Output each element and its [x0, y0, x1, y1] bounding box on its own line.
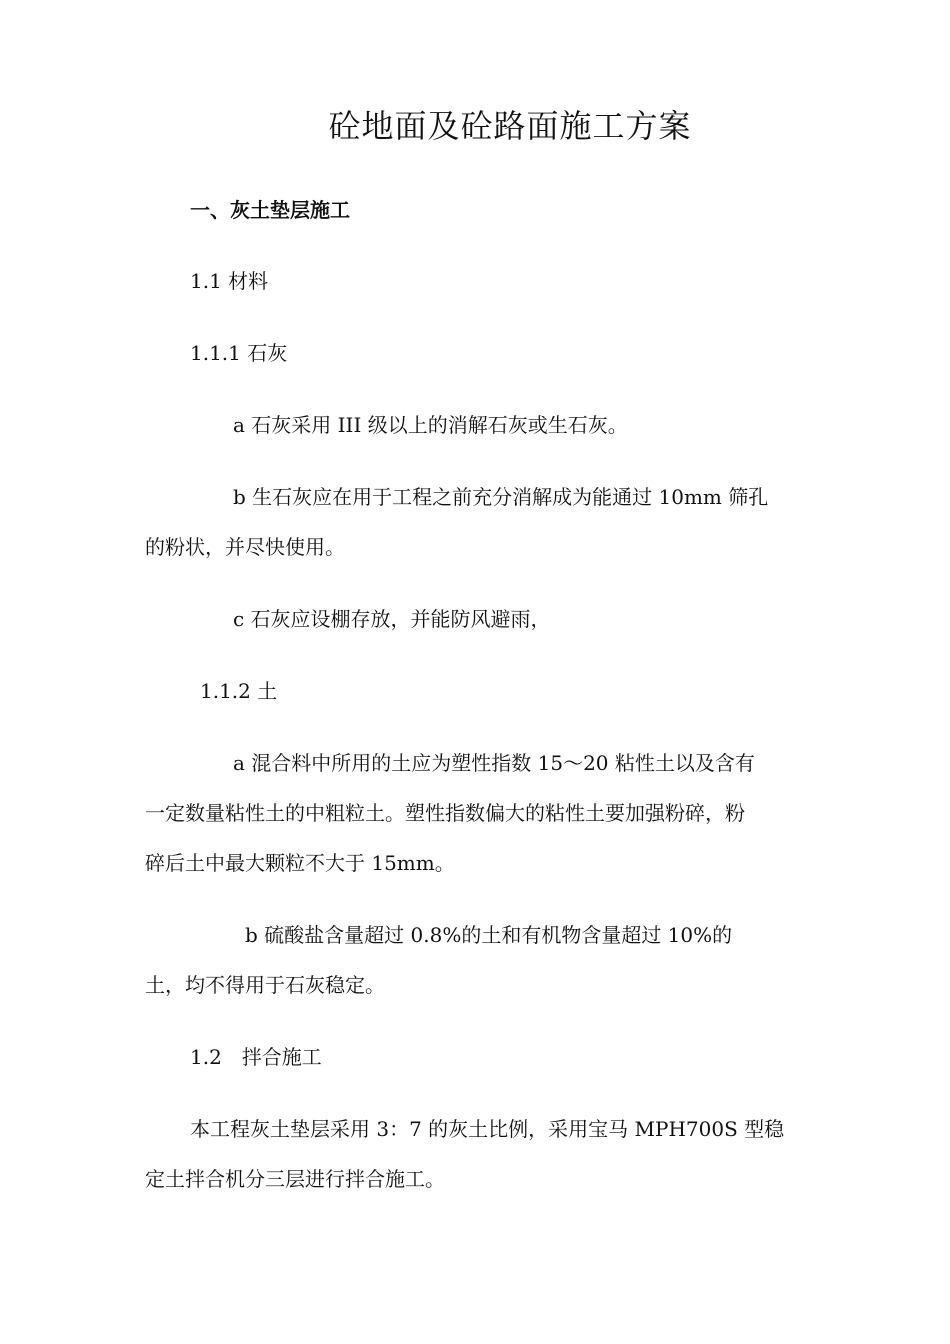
section-heading-1: 一、灰土垫层施工 — [190, 198, 350, 222]
heading-1-1-1: 1.1.1 石灰 — [190, 341, 288, 365]
heading-1-2: 1.2 拌合施工 — [190, 1045, 322, 1069]
paragraph-mixing-line2: 定土拌合机分三层进行拌合施工。 — [145, 1167, 445, 1191]
heading-1-1: 1.1 材料 — [190, 269, 269, 293]
paragraph-soil-b-line2: 土，均不得用于石灰稳定。 — [145, 973, 385, 997]
paragraph-soil-b-line1: b 硫酸盐含量超过 0.8%的土和有机物含量超过 10%的 — [245, 923, 733, 947]
paragraph-soil-a-line3: 碎后土中最大颗粒不大于 15mm。 — [145, 851, 455, 875]
paragraph-lime-a: a 石灰采用 III 级以上的消解石灰或生石灰。 — [233, 413, 628, 437]
document-title: 砼地面及砼路面施工方案 — [328, 107, 692, 145]
paragraph-lime-b-line2: 的粉状，并尽快使用。 — [145, 535, 345, 559]
paragraph-soil-a-line2: 一定数量粘性土的中粗粒土。塑性指数偏大的粘性土要加强粉碎，粉 — [145, 801, 745, 825]
heading-1-1-2: 1.1.2 土 — [200, 679, 278, 703]
paragraph-mixing-line1: 本工程灰土垫层采用 3：7 的灰土比例，采用宝马 MPH700S 型稳 — [190, 1117, 785, 1141]
paragraph-lime-b-line1: b 生石灰应在用于工程之前充分消解成为能通过 10mm 筛孔 — [233, 485, 769, 509]
paragraph-lime-c: c 石灰应设棚存放，并能防风避雨， — [233, 607, 551, 631]
paragraph-soil-a-line1: a 混合料中所用的土应为塑性指数 15～20 粘性土以及含有 — [233, 751, 755, 775]
